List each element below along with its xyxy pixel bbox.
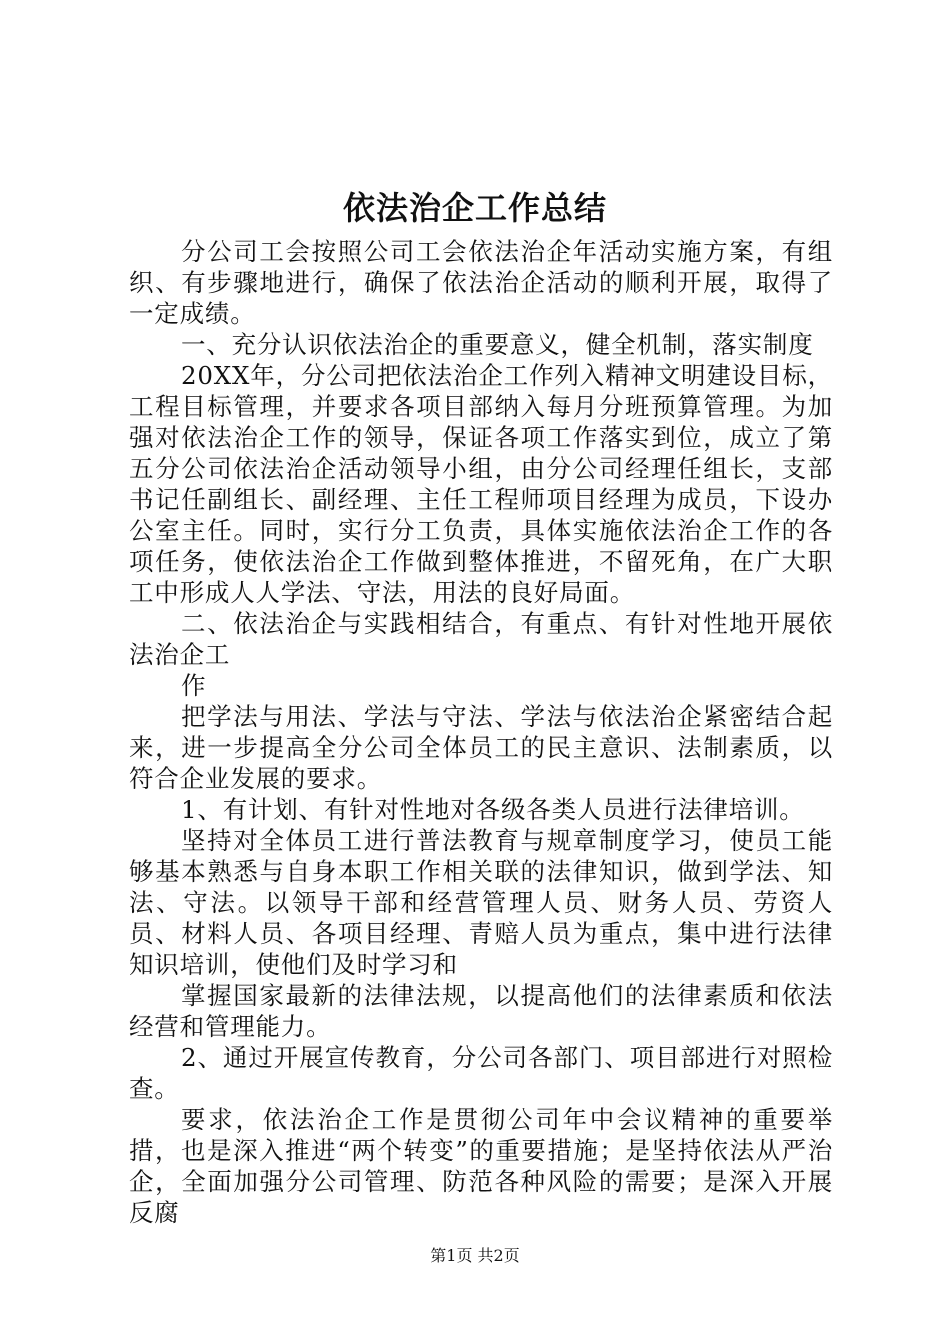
paragraph: 20XX年，分公司把依法治企工作列入精神文明建设目标，工程目标管理，并要求各项目部纳入每月分班预算管理。为加强对依法治企工作的领导，保证各项工作落实到位，成立了第五分公司依法治企活动领导小组，由分公司经理任组长，支部书记任副组长、副经理、主任工程师项目经理为成员，下设办公室主任。同时，实行分工负责，具体实施依法治企工作的各项任务，使依法治企工作做到整体推进，不留死角，在广大职工中形成人人学法、守法，用法的良好局面。 bbox=[129, 361, 833, 607]
paragraph: 把学法与用法、学法与守法、学法与依法治企紧密结合起来，进一步提高全分公司全体员工的民主意识、法制素质，以符合企业发展的要求。 bbox=[129, 702, 833, 793]
page-footer: 第1页 共2页 bbox=[430, 1246, 520, 1265]
paragraph: 掌握国家最新的法律法规，以提高他们的法律素质和依法经营和管理能力。 bbox=[129, 981, 833, 1041]
paragraph: 分公司工会按照公司工会依法治企年活动实施方案，有组织、有步骤地进行，确保了依法治企活动的顺利开展，取得了一定成绩。 bbox=[129, 237, 833, 328]
paragraph: 坚持对全体员工进行普法教育与规章制度学习，使员工能够基本熟悉与自身本职工作相关联的法律知识，做到学法、知法、守法。以领导干部和经营管理人员、财务人员、劳资人员、材料人员、各项目经理、青赔人员为重点，集中进行法律知识培训，使他们及时学习和 bbox=[129, 826, 833, 979]
paragraph: 要求，依法治企工作是贯彻公司年中会议精神的重要举措，也是深入推进“两个转变”的重要措施；是坚持依法从严治企，全面加强分公司管理、防范各种风险的需要；是深入开展反腐 bbox=[129, 1105, 833, 1227]
section-heading: 一、充分认识依法治企的重要意义，健全机制，落实制度 bbox=[181, 330, 814, 359]
section-heading: 二、依法治企与实践相结合，有重点、有针对性地开展依法治企工 bbox=[129, 609, 833, 669]
subsection-heading: 1、有计划、有针对性地对各级各类人员进行法律培训。 bbox=[181, 795, 805, 824]
document-body bbox=[129, 236, 833, 1228]
paragraph: 作 bbox=[181, 671, 207, 700]
document-title: 依法治企工作总结 bbox=[342, 189, 607, 227]
subsection-heading: 2、通过开展宣传教育，分公司各部门、项目部进行对照检查。 bbox=[129, 1043, 833, 1103]
